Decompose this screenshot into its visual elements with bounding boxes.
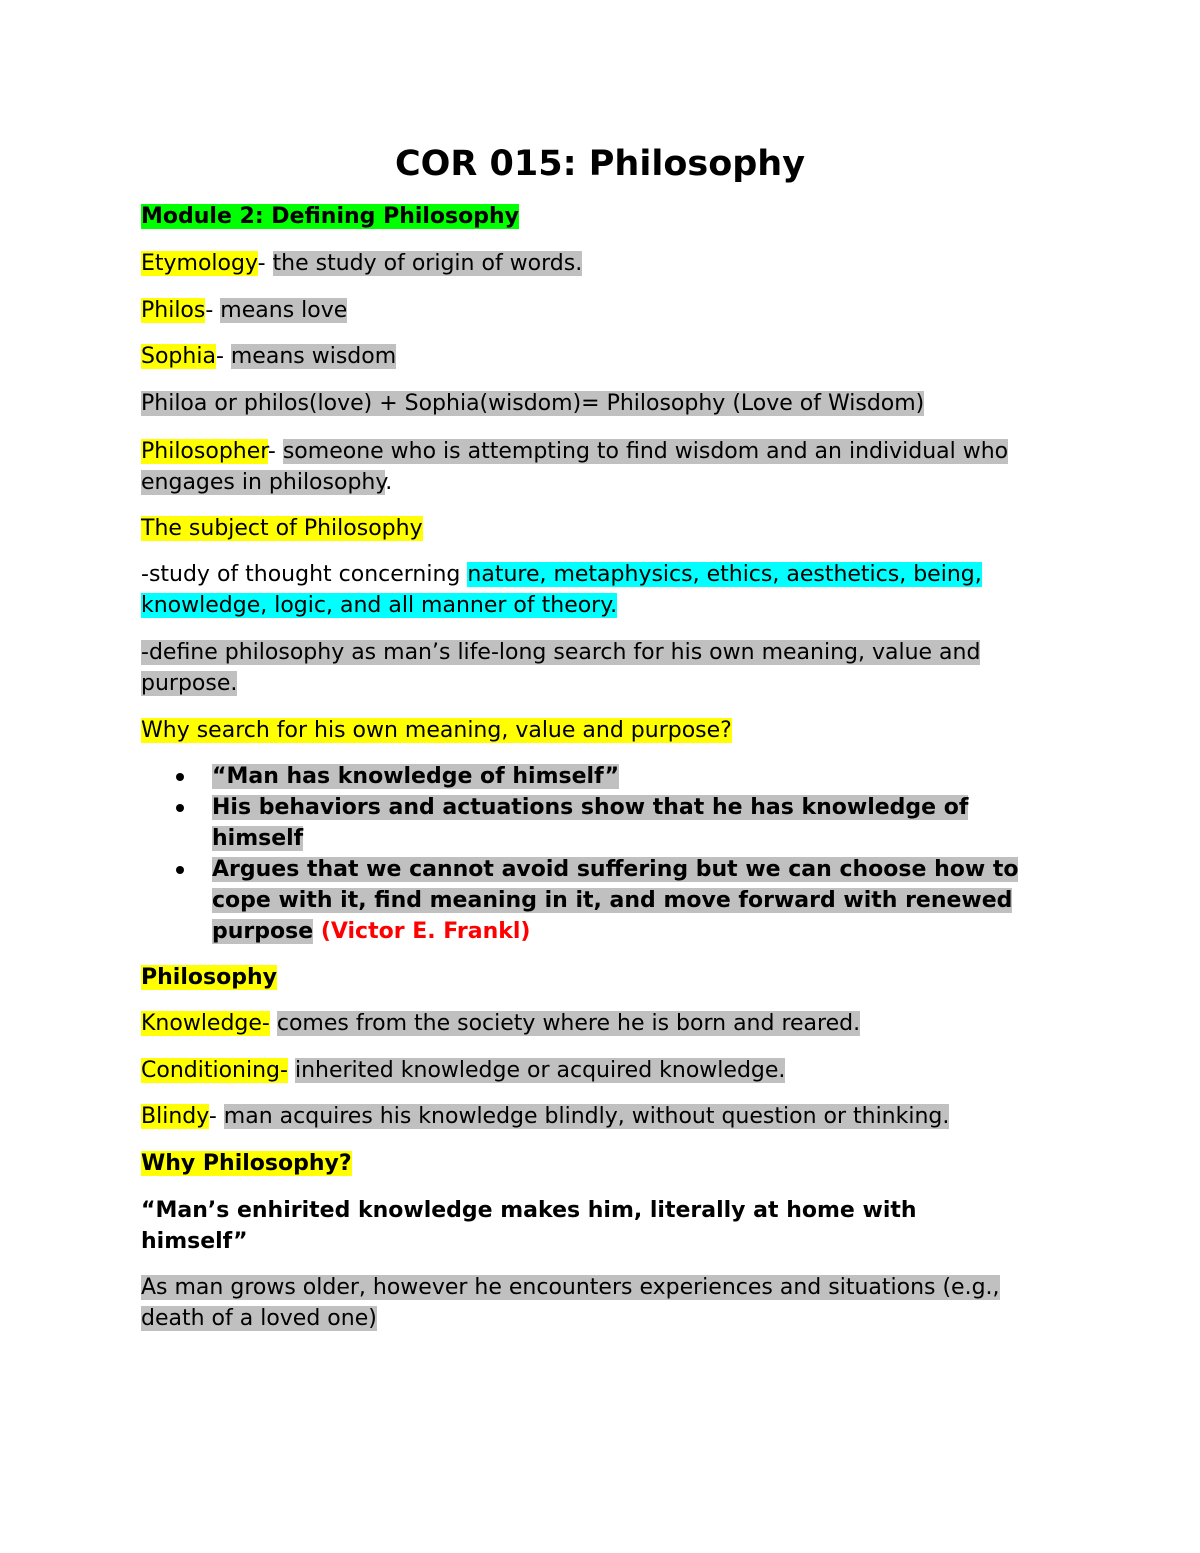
why-philosophy-heading <box>141 1148 1061 1179</box>
etymology-definition <box>141 248 1061 279</box>
knowledge-definition <box>141 1008 1061 1039</box>
sophia-def: means wisdom <box>230 344 397 369</box>
study-topics: nature, metaphysics, ethics, aesthetics, being, knowledge, logic, and all manner of theory. <box>141 562 982 618</box>
list-item <box>141 761 1061 792</box>
blindy-definition <box>141 1101 1061 1132</box>
philos-sep: - <box>205 298 221 323</box>
philosopher-sep: - <box>267 439 283 464</box>
etymology-def: the study of origin of words. <box>272 251 583 276</box>
why-philosophy-text: Why Philosophy? <box>141 1151 352 1176</box>
subject-heading <box>141 513 1061 544</box>
conditioning-definition <box>141 1055 1061 1086</box>
etymology-term: Etymology <box>141 251 258 276</box>
bullet-text: His behaviors and actuations show that he has knowledge of himself <box>212 795 969 851</box>
knowledge-term: Knowledge- <box>141 1011 270 1036</box>
philosophy-equation <box>141 388 1061 419</box>
define-paragraph <box>141 637 1061 699</box>
why-search-text: Why search for his own meaning, value and purpose? <box>141 718 732 743</box>
philosopher-def: someone who is attempting to find wisdom and an individual who engages in philosophy <box>141 439 1009 495</box>
blindy-term: Blindy <box>141 1104 209 1129</box>
document-title: COR 015: Philosophy <box>394 144 806 184</box>
bullet-icon <box>176 866 184 874</box>
define-text: -define philosophy as man’s life-long search for his own meaning, value and purpose. <box>141 640 981 696</box>
philosophy-heading-text: Philosophy <box>141 965 277 990</box>
quote-paragraph: “Man’s enhirited knowledge makes him, literally at home with himself” <box>141 1198 917 1254</box>
sophia-term: Sophia <box>141 344 216 369</box>
why-search-heading <box>141 715 1061 746</box>
bullet-icon <box>176 773 184 781</box>
philosophy-heading <box>141 962 1061 993</box>
blindy-sep: - <box>208 1104 224 1129</box>
bullet-icon <box>176 804 184 812</box>
closing-paragraph <box>141 1272 1061 1334</box>
list-item <box>141 854 1061 947</box>
sophia-sep: - <box>215 344 231 369</box>
philos-def: means love <box>220 298 348 323</box>
etymology-sep: - <box>257 251 273 276</box>
philosopher-definition <box>141 436 1061 498</box>
knowledge-def: comes from the society where he is born and reared. <box>276 1011 861 1036</box>
list-item <box>141 792 1061 854</box>
closing-text: As man grows older, however he encounters experiences and situations (e.g., death of a loved one) <box>141 1275 1000 1331</box>
philosopher-end: . <box>385 470 393 495</box>
blindy-def: man acquires his knowledge blindly, without question or thinking. <box>223 1104 950 1129</box>
bullet-list <box>141 761 1061 947</box>
conditioning-term: Conditioning- <box>141 1058 288 1083</box>
bullet-attribution: (Victor E. Frankl) <box>320 919 531 944</box>
bullet-text: “Man has knowledge of himself” <box>212 764 620 789</box>
subject-heading-text: The subject of Philosophy <box>141 516 423 541</box>
module-heading <box>141 201 1061 232</box>
philos-term: Philos <box>141 298 206 323</box>
bullet-text: Argues that we cannot avoid suffering but we can choose how to cope with it, find meaning in it, and move forward with renewed purpose <box>212 857 1019 944</box>
equation-text: Philoa or philos(love) + Sophia(wisdom)= Philosophy (Love of Wisdom) <box>141 391 925 416</box>
study-prefix: -study of thought concerning <box>141 562 468 587</box>
study-paragraph <box>141 559 1061 621</box>
philos-definition <box>141 295 1061 326</box>
conditioning-def: inherited knowledge or acquired knowledge. <box>294 1058 786 1083</box>
sophia-definition <box>141 341 1061 372</box>
module-heading-text: Module 2: Defining Philosophy <box>141 204 520 229</box>
philosopher-term: Philosopher <box>141 439 268 464</box>
